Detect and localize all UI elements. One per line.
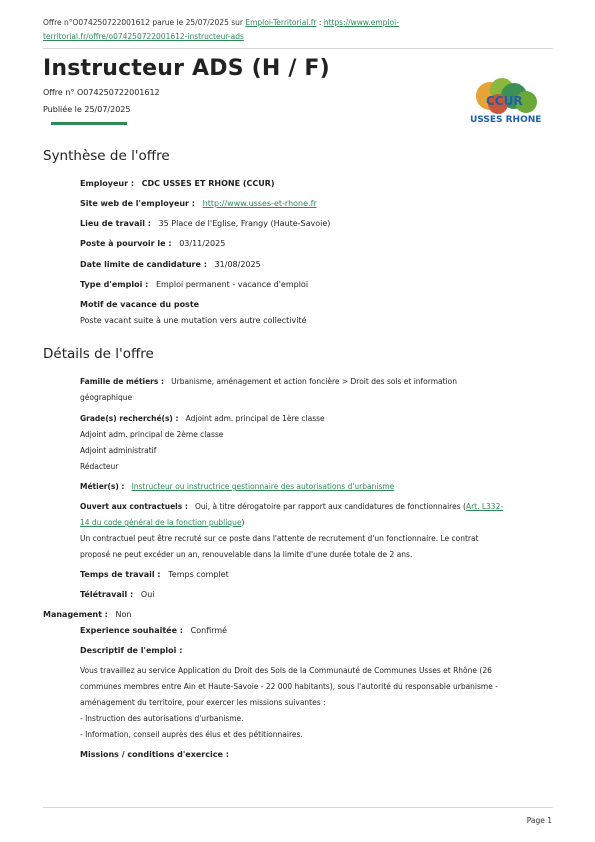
job-family-value: Urbanisme, aménagement et action foncière > Droit des sols et information <box>171 377 457 386</box>
job-link[interactable]: Instructeur ou instructrice gestionnaire des autorisations d'urbanisme <box>131 482 395 491</box>
workplace-value: 35 Place de l'Eglise, Frangy (Haute-Savoie) <box>158 219 331 228</box>
offer-url-link[interactable]: https://www.emploi-territorial.fr/offre/o074250722001612-instructeur-ads <box>43 18 399 41</box>
job-family-row: Famille de métiers : Urbanisme, aménagement et action foncière > Droit des sols et information géographique <box>80 377 457 402</box>
job-label: Métier(s) : <box>80 482 125 491</box>
grades-label: Grade(s) recherché(s) : <box>80 414 179 423</box>
title-accent-bar <box>51 122 127 125</box>
deadline-value: 31/08/2025 <box>214 260 261 269</box>
description-text: Vous travaillez au service Application du Droit des Sols de la Communauté de Communes Usses et Rhône (26 communes membres entre Ain et Haute-Savoie - 22 000 habitants), sous l'autorité du responsable urbanisme - aménagement du territoire, pour exercer les missions suivantes : - Instruction des autorisations d'urbanisme. - Information, conseil auprès des élus et des pétitionnaires. <box>80 666 498 739</box>
remote-row <box>80 587 154 603</box>
experience-row <box>80 623 227 639</box>
svg-text:USSES RHONE: USSES RHONE <box>470 115 542 125</box>
post-date-row <box>80 236 225 252</box>
grades-row <box>80 411 550 475</box>
vacancy-reason-label: Motif de vacance du poste <box>80 300 200 309</box>
law-article-link-cont[interactable]: 14 du code général de la fonction publique <box>80 518 242 527</box>
post-date-label: Poste à pourvoir le : <box>80 239 172 248</box>
worktime-value: Temps complet <box>168 570 229 579</box>
job-type-row <box>80 277 308 293</box>
website-link[interactable]: http://www.usses-et-rhone.fr <box>202 199 317 208</box>
footer-divider <box>43 807 553 808</box>
management-value: Non <box>115 610 132 619</box>
worktime-row <box>80 567 229 583</box>
employer-logo <box>468 74 548 130</box>
law-article-link[interactable]: Art. L332- <box>465 502 504 511</box>
svg-text:CCUR: CCUR <box>486 94 523 108</box>
job-family-label: Famille de métiers : <box>80 377 164 386</box>
management-label: Management : <box>43 610 108 619</box>
contract-row: Ouvert aux contractuels : Oui, à titre dérogatoire par rapport aux candidatures de fonctionnaires (Art. L332- 14 du code général de la fonction publique) Un contractuel peut être recruté sur ce poste dans l'attente de recrutement d'un fonctionnaire. Le contrat proposé ne peut excéder un an, renouvelable dans la limite d'une durée totale de 2 ans. <box>80 502 504 559</box>
missions-label: Missions / conditions d'exercice : <box>80 750 229 759</box>
vacancy-reason-value: Poste vacant suite à une mutation vers autre collectivité <box>80 316 307 325</box>
employer-label: Employeur : <box>80 179 135 188</box>
deadline-row <box>80 257 261 273</box>
grade-item: Adjoint administratif <box>80 446 157 455</box>
contract-label: Ouvert aux contractuels : <box>80 502 188 511</box>
section-heading-details: Détails de l'offre <box>43 346 154 362</box>
description-label: Descriptif de l'emploi : <box>80 646 183 655</box>
workplace-label: Lieu de travail : <box>80 219 151 228</box>
website-label: Site web de l'employeur : <box>80 199 195 208</box>
experience-value: Confirmé <box>190 626 228 635</box>
experience-label: Experience souhaitée : <box>80 626 183 635</box>
header-divider <box>43 48 553 49</box>
grade-item: Adjoint adm. principal de 1ère classe <box>185 414 325 423</box>
section-heading-summary: Synthèse de l'offre <box>43 148 170 164</box>
job-type-label: Type d'emploi : <box>80 280 149 289</box>
worktime-label: Temps de travail : <box>80 570 161 579</box>
page-number: Page 1 <box>526 816 552 825</box>
offer-number: Offre n° O074250722001612 <box>43 88 160 97</box>
management-row <box>43 607 131 623</box>
remote-value: Oui <box>140 590 155 599</box>
workplace-row <box>80 216 330 232</box>
deadline-label: Date limite de candidature : <box>80 260 207 269</box>
publish-date: Publiée le 25/07/2025 <box>43 105 131 114</box>
employer-row <box>80 176 275 192</box>
page-header: Offre n°O074250722001612 parue le 25/07/2025 sur Emploi-Territorial.fr : https://www.emploi-territorial.fr/offre/o074250722001612-instructeur-ads <box>43 18 399 41</box>
page-title: Instructeur ADS (H / F) <box>43 56 330 81</box>
remote-label: Télétravail : <box>80 590 134 599</box>
website-row <box>80 196 317 212</box>
job-type-value: Emploi permanent - vacance d'emploi <box>155 280 309 289</box>
site-link[interactable]: Emploi-Territorial.fr <box>245 18 317 27</box>
grade-item: Rédacteur <box>80 462 119 471</box>
grade-item: Adjoint adm. principal de 2ème classe <box>80 430 224 439</box>
employer-value: CDC USSES ET RHONE (CCUR) <box>141 179 275 188</box>
header-prefix: Offre n°O074250722001612 parue le 25/07/2025 sur <box>43 18 246 27</box>
post-date-value: 03/11/2025 <box>179 239 226 248</box>
job-row <box>80 479 550 495</box>
